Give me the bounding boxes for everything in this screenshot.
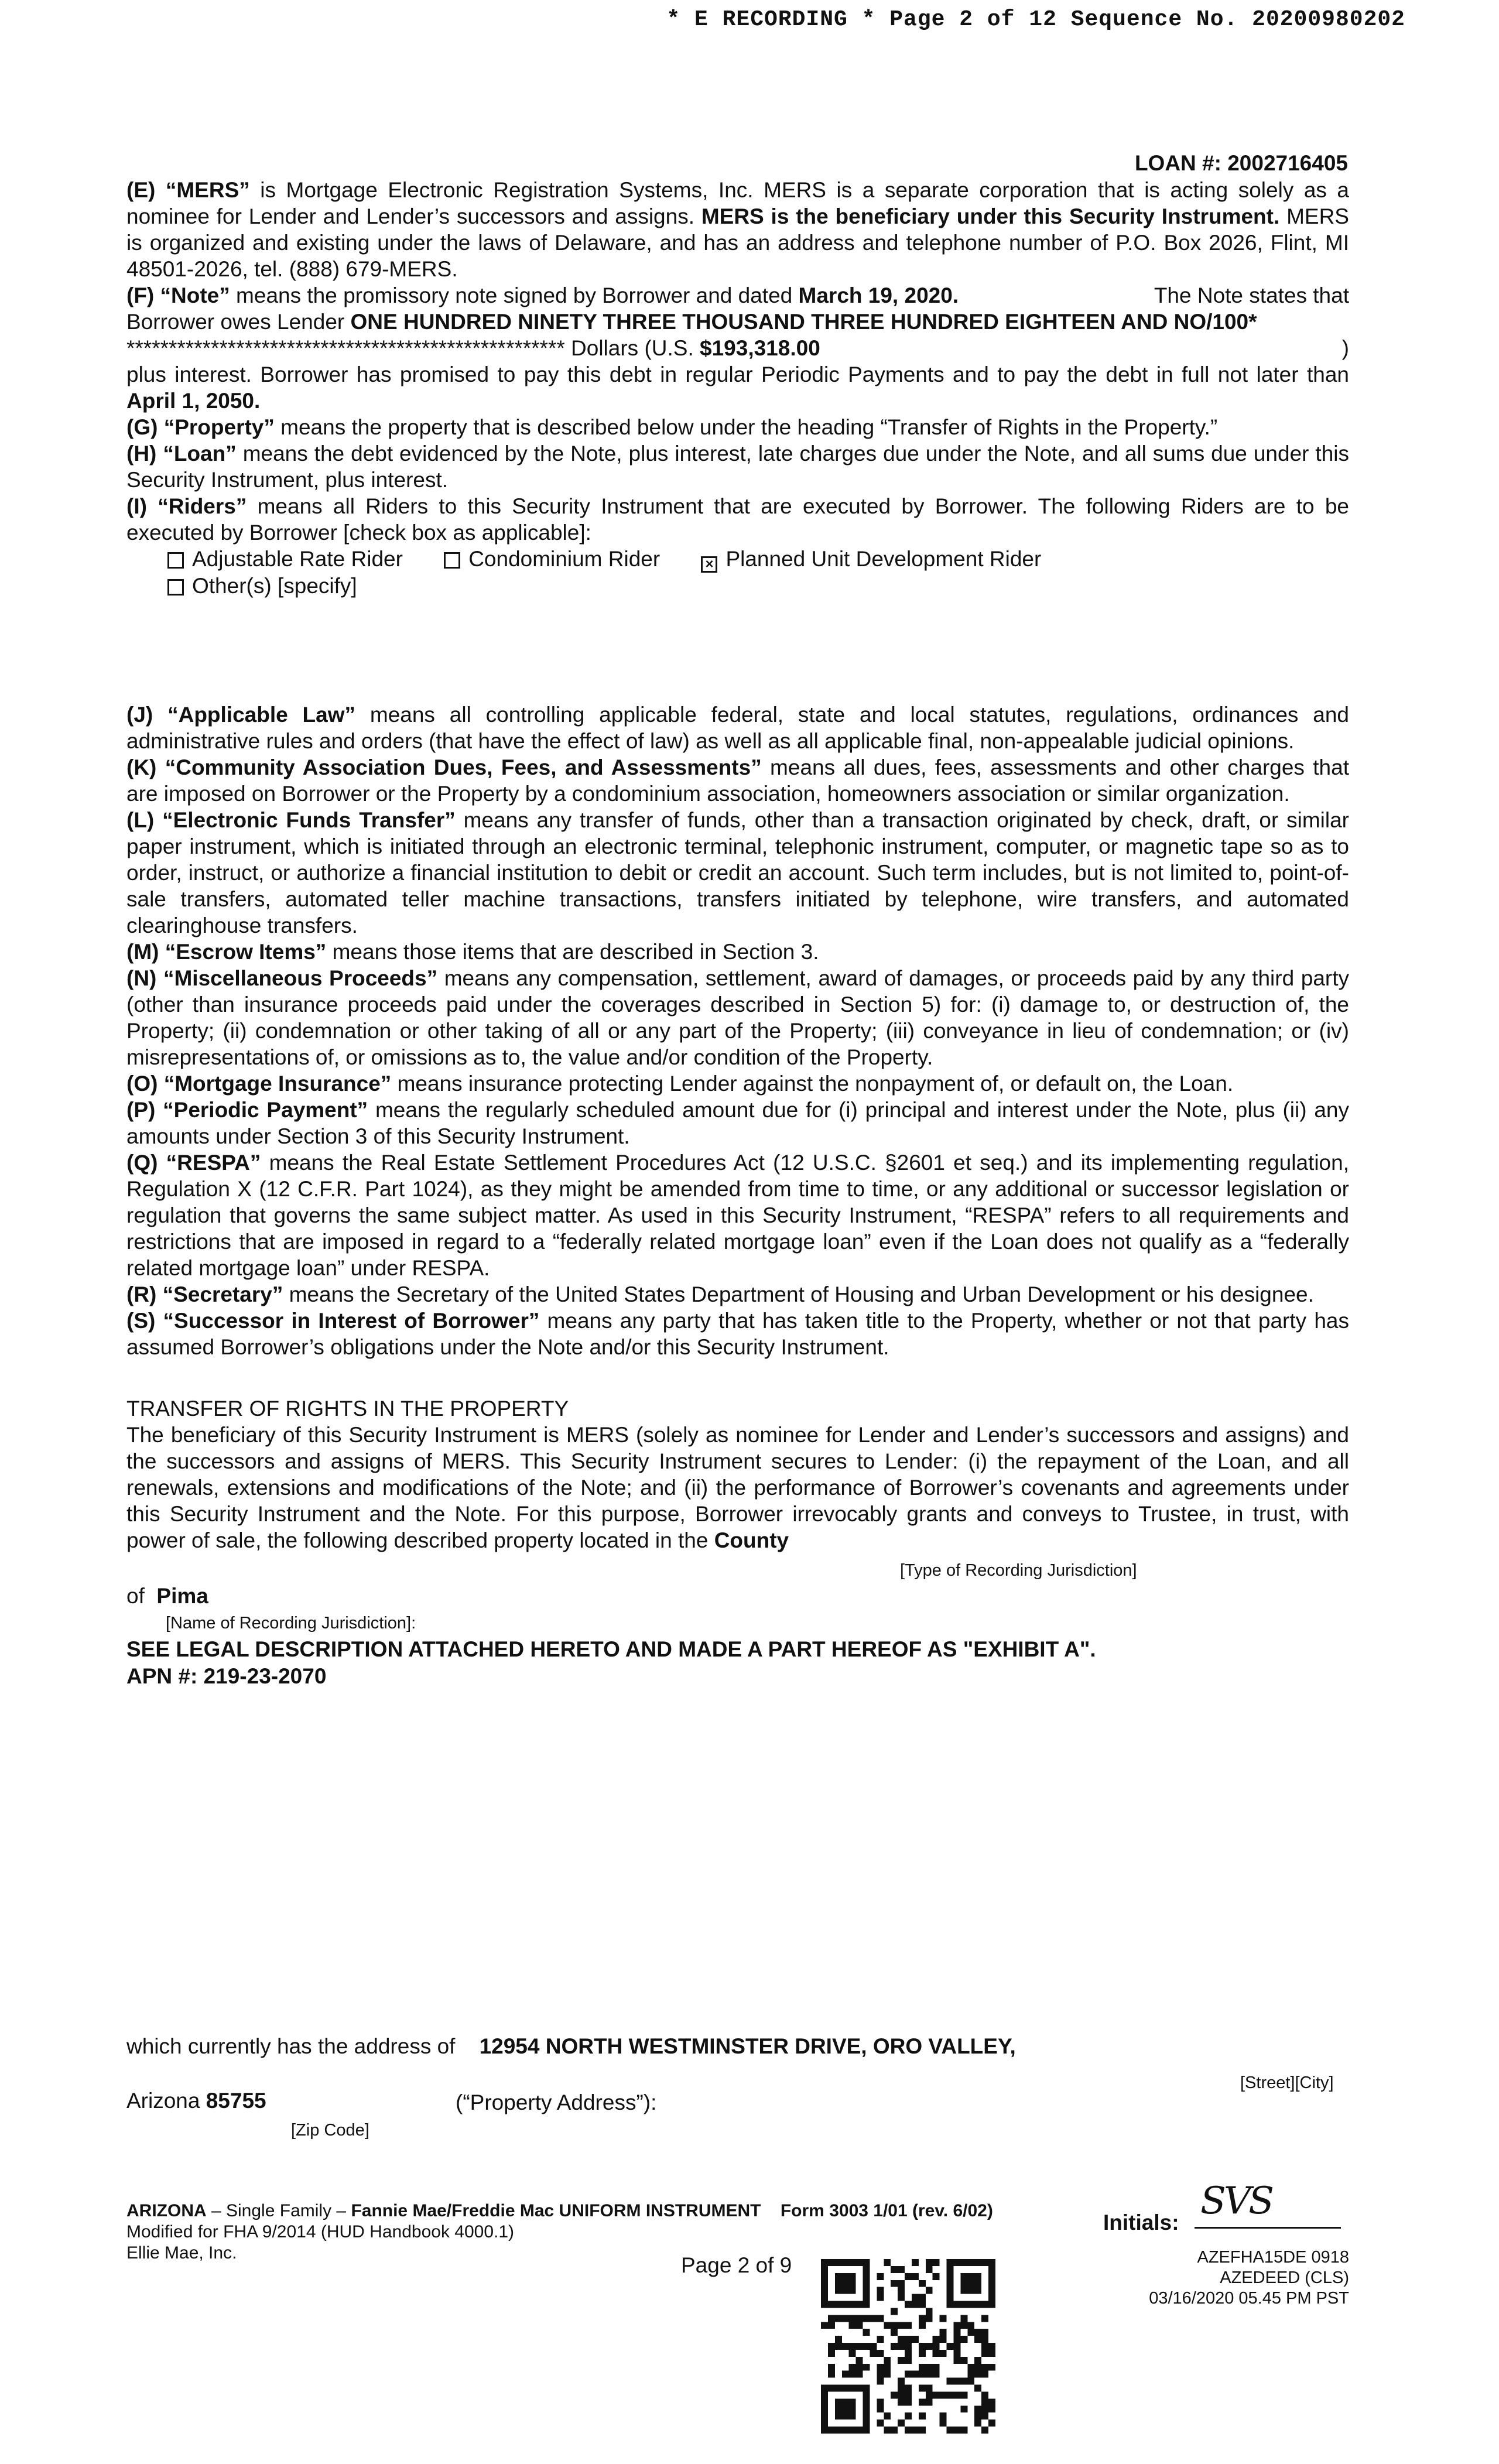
note-amount: $193,318.00 (700, 336, 820, 360)
recording-header: * E RECORDING * Page 2 of 12 Sequence No. 20200980202 (666, 7, 1405, 32)
initials-line (1195, 2227, 1341, 2229)
rider-condominium: Condominium Rider (444, 546, 660, 572)
definition-o: (O) “Mortgage Insurance” means insurance protecting Lender against the nonpayment of, or default on, the Loan. (126, 1072, 1234, 1096)
rider-other: Other(s) [specify] (167, 573, 357, 599)
loan-value: 2002716405 (1227, 151, 1348, 175)
address-line: which currently has the address of 12954 NORTH WESTMINSTER DRIVE, ORO VALLEY, (126, 2034, 1016, 2058)
definition-p: (P) “Periodic Payment” means the regularly scheduled amount due for (i) principal and interest under the Note, plus (ii) any amounts under Section 3 of this Security Instrument. (126, 1098, 1349, 1148)
footer-vendor: Ellie Mae, Inc. (126, 2243, 237, 2263)
jurisdiction-name-line: of Pima (126, 1584, 208, 1608)
definition-i: (I) “Riders” means all Riders to this Security Instrument that are executed by Borrower. The following Riders are to be executed by Borrower [check box as applicable]: (126, 494, 1350, 545)
footer-codes: AZEFHA15DE 0918 AZEDEED (CLS) 03/16/2020 05.45 PM PST (1149, 2248, 1349, 2308)
loan-label: LOAN #: (1134, 151, 1221, 175)
checkbox-checked: × (701, 556, 717, 573)
zip-caption: [Zip Code] (291, 2121, 369, 2140)
definition-g: (G) “Property” means the property that is described below under the heading “Transfer of Rights in the Property.” (126, 415, 1218, 439)
jurisdiction-name: Pima (156, 1584, 208, 1608)
note-date: March 19, 2020. (798, 283, 959, 307)
initials-signature: SVS (1200, 2179, 1272, 2223)
note-amount-words-line: Borrower owes Lender ONE HUNDRED NINETY THREE THOUSAND THREE HUNDRED EIGHTEEN AND NO/100* (126, 310, 1257, 334)
property-street: 12954 NORTH WESTMINSTER DRIVE, ORO VALLEY, (479, 2034, 1016, 2058)
legal-description: SEE LEGAL DESCRIPTION ATTACHED HERETO AND MADE A PART HEREOF AS "EXHIBIT A". (126, 1637, 1096, 1661)
definition-q: (Q) “RESPA” means the Real Estate Settlement Procedures Act (12 U.S.C. §2601 et seq.) and its implementing regulation, Regulation X (12 C.F.R. Part 1024), as they might be amended from time to time, or any additional or successor legislation or regulation that governs the same subject matter. As used in this Security Instrument, “RESPA” refers to all requirements and restrictions that are imposed in regard to a “federally related mortgage loan” even if the Loan does not qualify as a “federally related mortgage loan” under RESPA. (126, 1151, 1349, 1280)
maturity-date: April 1, 2050. (126, 389, 261, 413)
qr-code-icon (821, 2259, 995, 2434)
definition-j: (J) “Applicable Law” means all controlling applicable federal, state and local statutes, regulations, ordinances and administrative rules and orders (that have the effect of law) as well as all applicable final, non-appealable judicial opinions. (126, 703, 1349, 753)
form-number: Form 3003 1/01 (rev. 6/02) (780, 2201, 993, 2220)
definition-n: (N) “Miscellaneous Proceeds” means any compensation, settlement, award of damages, or proceeds paid by any third party (other than insurance proceeds paid under the coverages described in Section 5) for: (i) damage to, or destruction of, the Property; (ii) condemnation or other taking of all or any part of the Property; (iii) conveyance in lieu of condemnation; or (iv) misrepresentations of, or omissions as to, the value and/or condition of the Property. (126, 966, 1349, 1069)
checkbox (167, 579, 184, 596)
transfer-heading: TRANSFER OF RIGHTS IN THE PROPERTY (126, 1397, 569, 1421)
definitions-block-2 (126, 701, 1349, 1360)
state-zip-line: Arizona 85755 (126, 2089, 266, 2113)
note-amount-line: **************************************************** Dollars (U.S. $193,318.00 ) (126, 336, 1349, 360)
rider-planned-unit-development: × Planned Unit Development Rider (701, 546, 1041, 573)
initials-label: Initials: (1103, 2210, 1179, 2234)
form-footer: ARIZONA – Single Family – Fannie Mae/Freddie Mac UNIFORM INSTRUMENT Form 3003 1/01 (rev. 6/02) Modified for FHA 9/2014 (HUD Handbook 4000.1) Ellie Mae, Inc. (126, 2201, 993, 2263)
definition-f: (F) “Note” means the promissory note signed by Borrower and dated March 19, 2020. The Note states that (126, 283, 1349, 307)
definition-h: (H) “Loan” means the debt evidenced by the Note, plus interest, late charges due under the Note, and all sums due under this Security Instrument, plus interest. (126, 442, 1350, 492)
definitions-block-1: (E) “MERS” is Mortgage Electronic Registration Systems, Inc. MERS is a separate corporation that is acting solely as a nominee for Lender and Lender’s successors and assigns. MERS is the beneficiary under this Security Instrument. MERS is organized and existing under the laws of Delaware, and has an address and telephone number of P.O. Box 2026, Flint, MI 48501-2026, tel. (888) 679-MERS. (F) “Note” means the promissory note signed by Borrower and dated March 19, 2020. The Note states that Borrower owes Lender ONE HUNDRED NINETY THREE THOUSAND THREE HUNDRED EIGHTEEN AND NO/100* **************************************************** Dollars (U.S. $193,318.00 ) plus interest. Borrower has promised to pay this debt in regular Periodic Payments and to pay the debt in full not later than April 1, 2050. (G) “Property” means the property that is described below under the heading “Transfer of Rights in the Property.” (H) “Loan” means the debt evidenced by the Note, plus interest, late charges due under the Note, and all sums due under this Security Instrument, plus interest. (I) “Riders” means all Riders to this Security Instrument that are executed by Borrower. The following Riders are to be executed by Borrower [check box as applicable]: Adjustable Rate Rider Condominium Rider × Planned Unit Development Rider Other(s) [specify] (126, 178, 1350, 598)
jurisdiction-type: County (714, 1528, 789, 1552)
transfer-section (126, 1395, 1349, 1553)
definition-s: (S) “Successor in Interest of Borrower” means any party that has taken title to the Property, whether or not that party has assumed Borrower’s obligations under the Note and/or this Security Instrument. (126, 1309, 1349, 1359)
street-caption: [Street][City] (1240, 2073, 1334, 2092)
definition-e: (E) “MERS” is Mortgage Electronic Registration Systems, Inc. MERS is a separate corporation that is acting solely as a nominee for Lender and Lender’s successors and assigns. MERS is the beneficiary under this Security Instrument. MERS is organized and existing under the laws of Delaware, and has an address and telephone number of P.O. Box 2026, Flint, MI 48501-2026, tel. (888) 679-MERS. (126, 178, 1349, 281)
apn-number: APN #: 219-23-2070 (126, 1664, 327, 1688)
jurisdiction-name-caption: [Name of Recording Jurisdiction]: (166, 1614, 416, 1633)
transfer-text: The beneficiary of this Security Instrument is MERS (solely as nominee for Lender and Lender’s successors and assigns) and the successors and assigns of MERS. This Security Instrument secures to Lender: (i) the repayment of the Loan, and all renewals, extensions and modifications of the Note; and (ii) the performance of Borrower’s covenants and agreements under this Security Instrument and the Note. For this purpose, Borrower irrevocably grants and conveys to Trustee, in trust, with power of sale, the following described property located in the County (126, 1423, 1349, 1552)
rider-adjustable-rate: Adjustable Rate Rider (167, 546, 403, 572)
definition-r: (R) “Secretary” means the Secretary of the United States Department of Housing and Urban Development or his designee. (126, 1282, 1314, 1306)
note-amount-words: ONE HUNDRED NINETY THREE THOUSAND THREE HUNDRED EIGHTEEN AND NO/100* (350, 310, 1257, 334)
property-zip: 85755 (206, 2089, 266, 2113)
checkbox (167, 552, 184, 569)
checkbox (444, 552, 460, 569)
page-number: Page 2 of 9 (681, 2253, 792, 2277)
riders-checklist (167, 546, 1349, 599)
definition-l: (L) “Electronic Funds Transfer” means any transfer of funds, other than a transaction originated by check, draft, or similar paper instrument, which is initiated through an electronic terminal, telephonic instrument, computer, or magnetic tape so as to order, instruct, or authorize a financial institution to debit or credit an account. Such term includes, but is not limited to, point-of-sale transfers, automated teller machine transactions, transfers initiated by telephone, wire transfers, and automated clearinghouse transfers. (126, 808, 1350, 937)
jurisdiction-type-caption: [Type of Recording Jurisdiction] (900, 1561, 1137, 1580)
footer-modified: Modified for FHA 9/2014 (HUD Handbook 4000.1) (126, 2222, 515, 2241)
definition-k: (K) “Community Association Dues, Fees, and Assessments” means all dues, fees, assessments and other charges that are imposed on Borrower or the Property by a condominium association, homeowners association or similar organization. (126, 755, 1349, 806)
loan-number (1135, 151, 1348, 176)
property-address-label: (“Property Address”): (456, 2090, 657, 2114)
definition-m: (M) “Escrow Items” means those items that are described in Section 3. (126, 940, 819, 964)
